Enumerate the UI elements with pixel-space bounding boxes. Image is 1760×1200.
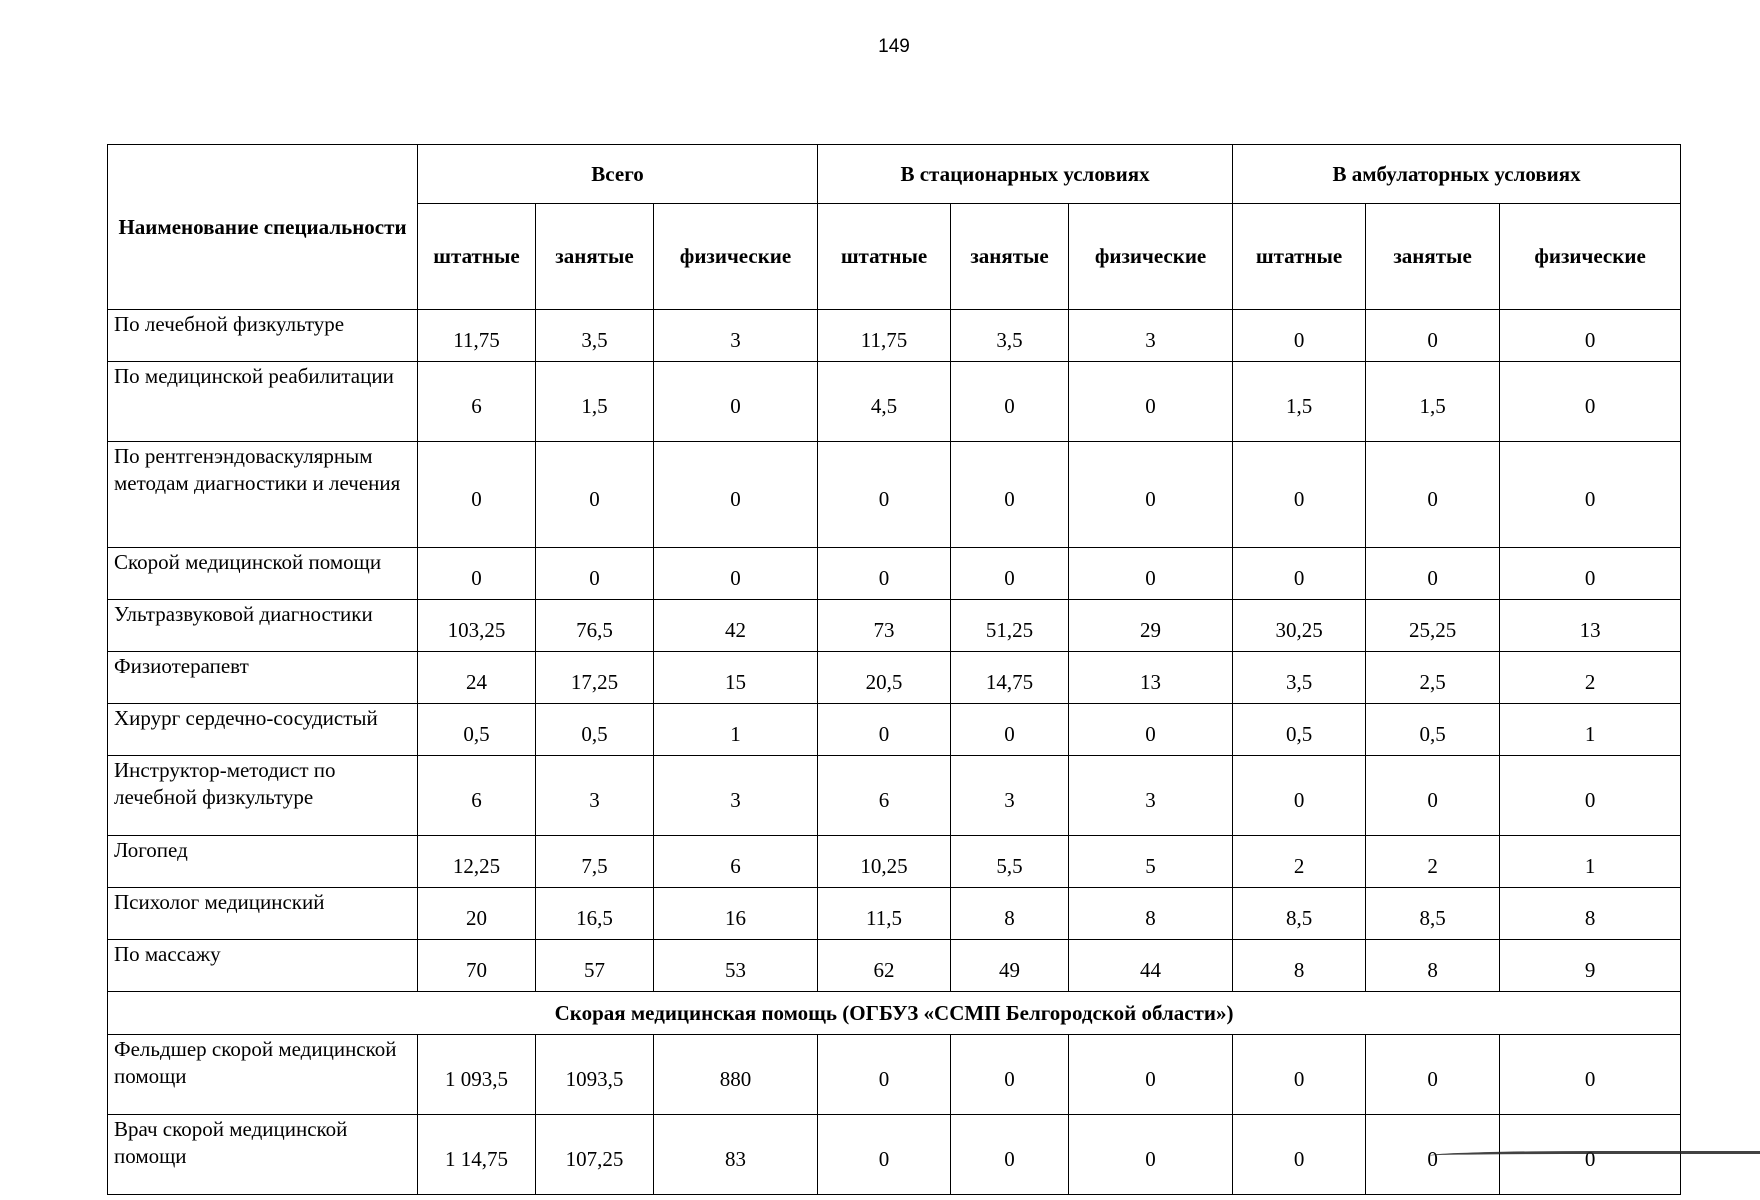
value-cell: 0 (1366, 1115, 1500, 1195)
value-cell: 8,5 (1233, 888, 1366, 940)
specialty-name: Фельдшер скорой медицинской помощи (108, 1035, 418, 1115)
value-cell: 0 (951, 704, 1069, 756)
section-header (108, 992, 1681, 1035)
value-cell: 0 (818, 1115, 951, 1195)
value-cell: 15 (654, 652, 818, 704)
value-cell: 4,5 (818, 362, 951, 442)
specialty-name: Инструктор-методист по лечебной физкультуре (108, 756, 418, 836)
value-cell: 0 (1366, 442, 1500, 548)
value-cell: 83 (654, 1115, 818, 1195)
value-cell: 8 (951, 888, 1069, 940)
value-cell: 880 (654, 1035, 818, 1115)
value-cell: 0 (1233, 310, 1366, 362)
value-cell: 2,5 (1366, 652, 1500, 704)
staffing-table (107, 144, 1681, 1195)
table-row (108, 704, 1681, 756)
value-cell: 0 (1500, 1035, 1681, 1115)
value-cell: 16 (654, 888, 818, 940)
specialty-name: Логопед (108, 836, 418, 888)
value-cell: 0 (1069, 442, 1233, 548)
value-cell: 11,75 (418, 310, 536, 362)
value-cell: 0 (1069, 704, 1233, 756)
value-cell: 17,25 (536, 652, 654, 704)
value-cell: 0 (654, 548, 818, 600)
value-cell: 49 (951, 940, 1069, 992)
value-cell: 0 (951, 362, 1069, 442)
value-cell: 0 (1500, 548, 1681, 600)
value-cell: 0 (418, 548, 536, 600)
header-group-total: Всего (418, 145, 818, 204)
value-cell: 0 (951, 548, 1069, 600)
value-cell: 0 (1366, 548, 1500, 600)
value-cell: 1 (654, 704, 818, 756)
specialty-name: По рентгенэндоваскулярным методам диагностики и лечения (108, 442, 418, 548)
table-row (108, 310, 1681, 362)
specialty-name: Хирург сердечно-сосудистый (108, 704, 418, 756)
value-cell: 3,5 (536, 310, 654, 362)
value-cell: 20,5 (818, 652, 951, 704)
value-cell: 8 (1366, 940, 1500, 992)
value-cell: 0 (1233, 1035, 1366, 1115)
page-number: 149 (878, 36, 910, 57)
value-cell: 16,5 (536, 888, 654, 940)
value-cell: 0 (1500, 756, 1681, 836)
value-cell: 3 (1069, 310, 1233, 362)
value-cell: 103,25 (418, 600, 536, 652)
value-cell: 44 (1069, 940, 1233, 992)
value-cell: 8 (1233, 940, 1366, 992)
value-cell: 13 (1069, 652, 1233, 704)
value-cell: 0 (1500, 362, 1681, 442)
table-row (108, 940, 1681, 992)
section-title: Скорая медицинская помощь (ОГБУЗ «ССМП Белгородской области») (108, 992, 1681, 1035)
table-row (108, 652, 1681, 704)
value-cell: 3,5 (1233, 652, 1366, 704)
table-row (108, 362, 1681, 442)
table-row (108, 600, 1681, 652)
value-cell: 0 (654, 362, 818, 442)
value-cell: 0 (1233, 548, 1366, 600)
value-cell: 8 (1500, 888, 1681, 940)
value-cell: 2 (1366, 836, 1500, 888)
value-cell: 0 (1233, 442, 1366, 548)
value-cell: 0 (418, 442, 536, 548)
header-specialty-name: Наименование специальности (108, 145, 418, 310)
value-cell: 0 (951, 1035, 1069, 1115)
value-cell: 25,25 (1366, 600, 1500, 652)
value-cell: 6 (654, 836, 818, 888)
value-cell: 1,5 (1366, 362, 1500, 442)
value-cell: 1 14,75 (418, 1115, 536, 1195)
value-cell: 6 (818, 756, 951, 836)
value-cell: 8,5 (1366, 888, 1500, 940)
value-cell: 8 (1069, 888, 1233, 940)
value-cell: 0 (1366, 1035, 1500, 1115)
specialty-name: Физиотерапевт (108, 652, 418, 704)
value-cell: 11,5 (818, 888, 951, 940)
header-sub: физические (654, 204, 818, 310)
table-row (108, 1035, 1681, 1115)
value-cell: 24 (418, 652, 536, 704)
value-cell: 1 (1500, 704, 1681, 756)
value-cell: 0 (1500, 442, 1681, 548)
header-group-outpatient: В амбулаторных условиях (1233, 145, 1681, 204)
value-cell: 3 (536, 756, 654, 836)
table-row (108, 548, 1681, 600)
value-cell: 0 (951, 1115, 1069, 1195)
value-cell: 1,5 (536, 362, 654, 442)
value-cell: 0 (818, 1035, 951, 1115)
table-body (108, 310, 1681, 992)
value-cell: 1 093,5 (418, 1035, 536, 1115)
value-cell: 0,5 (418, 704, 536, 756)
value-cell: 0 (951, 442, 1069, 548)
value-cell: 0 (654, 442, 818, 548)
value-cell: 11,75 (818, 310, 951, 362)
value-cell: 20 (418, 888, 536, 940)
value-cell: 2 (1500, 652, 1681, 704)
table-row (108, 442, 1681, 548)
value-cell: 7,5 (536, 836, 654, 888)
header-sub: физические (1500, 204, 1681, 310)
value-cell: 3 (951, 756, 1069, 836)
header-sub: штатные (418, 204, 536, 310)
value-cell: 1093,5 (536, 1035, 654, 1115)
header-sub: занятые (536, 204, 654, 310)
value-cell: 42 (654, 600, 818, 652)
value-cell: 0 (1500, 1115, 1681, 1195)
value-cell: 0 (818, 704, 951, 756)
header-group-inpatient: В стационарных условиях (818, 145, 1233, 204)
value-cell: 0 (1069, 1115, 1233, 1195)
scan-edge-mark (1430, 1151, 1760, 1160)
value-cell: 51,25 (951, 600, 1069, 652)
value-cell: 13 (1500, 600, 1681, 652)
table-row (108, 836, 1681, 888)
header-sub: занятые (951, 204, 1069, 310)
value-cell: 30,25 (1233, 600, 1366, 652)
value-cell: 6 (418, 756, 536, 836)
value-cell: 73 (818, 600, 951, 652)
table-row (108, 888, 1681, 940)
specialty-name: Психолог медицинский (108, 888, 418, 940)
header-sub: занятые (1366, 204, 1500, 310)
value-cell: 0,5 (536, 704, 654, 756)
value-cell: 0 (1233, 756, 1366, 836)
value-cell: 12,25 (418, 836, 536, 888)
value-cell: 0 (1366, 310, 1500, 362)
value-cell: 9 (1500, 940, 1681, 992)
value-cell: 0 (1069, 1035, 1233, 1115)
value-cell: 14,75 (951, 652, 1069, 704)
value-cell: 0 (536, 442, 654, 548)
value-cell: 3,5 (951, 310, 1069, 362)
value-cell: 3 (654, 756, 818, 836)
value-cell: 3 (1069, 756, 1233, 836)
value-cell: 6 (418, 362, 536, 442)
value-cell: 5,5 (951, 836, 1069, 888)
value-cell: 76,5 (536, 600, 654, 652)
header-sub: штатные (818, 204, 951, 310)
value-cell: 0 (1069, 548, 1233, 600)
value-cell: 62 (818, 940, 951, 992)
value-cell: 0 (536, 548, 654, 600)
value-cell: 1,5 (1233, 362, 1366, 442)
value-cell: 0,5 (1233, 704, 1366, 756)
value-cell: 107,25 (536, 1115, 654, 1195)
specialty-name: Скорой медицинской помощи (108, 548, 418, 600)
table-row (108, 756, 1681, 836)
value-cell: 2 (1233, 836, 1366, 888)
value-cell: 0,5 (1366, 704, 1500, 756)
header-sub: штатные (1233, 204, 1366, 310)
value-cell: 0 (818, 548, 951, 600)
value-cell: 3 (654, 310, 818, 362)
value-cell: 5 (1069, 836, 1233, 888)
value-cell: 53 (654, 940, 818, 992)
value-cell: 0 (1233, 1115, 1366, 1195)
specialty-name: Ультразвуковой диагностики (108, 600, 418, 652)
section-body (108, 1035, 1681, 1195)
value-cell: 0 (1366, 756, 1500, 836)
value-cell: 0 (818, 442, 951, 548)
specialty-name: По лечебной физкультуре (108, 310, 418, 362)
value-cell: 0 (1069, 362, 1233, 442)
specialty-name: По медицинской реабилитации (108, 362, 418, 442)
value-cell: 70 (418, 940, 536, 992)
specialty-name: Врач скорой медицинской помощи (108, 1115, 418, 1195)
value-cell: 1 (1500, 836, 1681, 888)
value-cell: 57 (536, 940, 654, 992)
specialty-name: По массажу (108, 940, 418, 992)
value-cell: 29 (1069, 600, 1233, 652)
header-sub: физические (1069, 204, 1233, 310)
value-cell: 0 (1500, 310, 1681, 362)
value-cell: 10,25 (818, 836, 951, 888)
